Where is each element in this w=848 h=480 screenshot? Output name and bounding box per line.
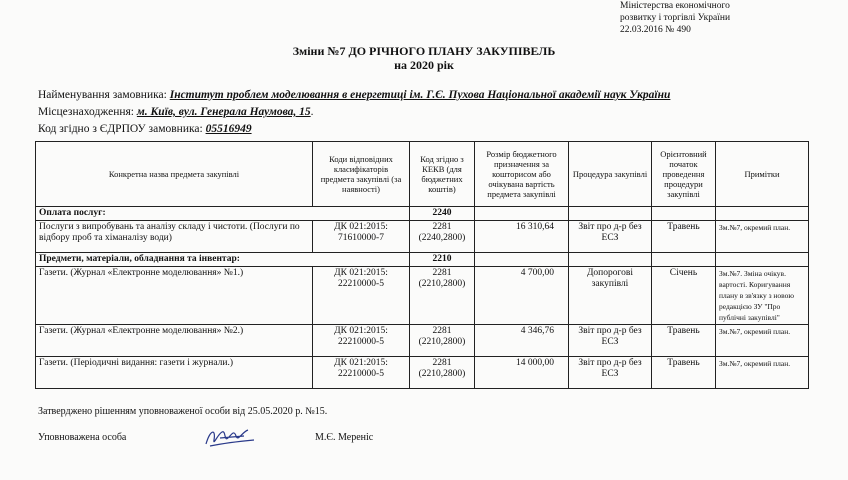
document-title: Зміни №7 ДО РІЧНОГО ПЛАНУ ЗАКУПІВЕЛЬ bbox=[292, 44, 556, 58]
column-header: Коди відповідних класифікаторів предмета закупівлі (за наявності) bbox=[313, 142, 410, 207]
item-amount: 4 700,00 bbox=[475, 267, 569, 325]
item-note: Зм.№7. Зміна очікув. вартості. Коригування плану в зв'язку з новою редакцією ЗУ "Про публічні закупівлі" bbox=[716, 267, 809, 325]
table-row bbox=[36, 221, 809, 253]
table-row bbox=[36, 357, 809, 389]
column-header: Орієнтовний початок проведення процедури закупівлі bbox=[652, 142, 716, 207]
item-procedure: Звіт про д-р без ЕСЗ bbox=[569, 325, 652, 357]
section-row bbox=[36, 253, 809, 267]
item-note: Зм.№7, окремий план. bbox=[716, 357, 809, 389]
section-row bbox=[36, 207, 809, 221]
header-line-1: Міністерства економічного bbox=[620, 1, 730, 11]
column-header: Конкретна назва предмета закупівлі bbox=[36, 142, 313, 207]
location-label: Місцезнаходження: bbox=[38, 106, 134, 118]
column-header: Примітки bbox=[716, 142, 809, 207]
document-subtitle: на 2020 рік bbox=[394, 58, 454, 72]
signer-name: М.Є. Мереніс bbox=[315, 432, 374, 443]
procurement-table bbox=[35, 141, 809, 389]
table-row bbox=[36, 325, 809, 357]
section-name: Оплата послуг: bbox=[36, 207, 410, 221]
column-header: Код згідно з КЕКВ (для бюджетних коштів) bbox=[410, 142, 475, 207]
location-value: м. Київ, вул. Генерала Наумова, 15 bbox=[136, 106, 311, 118]
item-start: Травень bbox=[652, 325, 716, 357]
column-header: Процедура закупівлі bbox=[569, 142, 652, 207]
item-procedure: Звіт про д-р без ЕСЗ bbox=[569, 221, 652, 253]
header-line-2: розвитку і торгівлі України bbox=[620, 13, 731, 23]
item-procedure: Звіт про д-р без ЕСЗ bbox=[569, 357, 652, 389]
approval-header bbox=[620, 0, 820, 36]
item-classifier: ДК 021:2015: 22210000-5 bbox=[313, 267, 410, 325]
item-name: Газети. (Журнал «Електронне моделювання» №2.) bbox=[36, 325, 313, 357]
edrpou-value: 05516949 bbox=[205, 123, 252, 135]
item-start: Травень bbox=[652, 221, 716, 253]
table-header-row bbox=[36, 142, 809, 207]
signature-icon bbox=[200, 424, 260, 452]
item-amount: 14 000,00 bbox=[475, 357, 569, 389]
item-note: Зм.№7, окремий план. bbox=[716, 221, 809, 253]
item-amount: 4 346,76 bbox=[475, 325, 569, 357]
item-start: Січень bbox=[652, 267, 716, 325]
location-tail: . bbox=[310, 106, 314, 118]
customer-value: Інститут проблем моделювання в енергетиці ім. Г.Є. Пухова Національної академії наук України bbox=[169, 89, 671, 101]
section-code: 2240 bbox=[410, 207, 475, 221]
section-name: Предмети, матеріали, обладнання та інвентар: bbox=[36, 253, 410, 267]
item-name: Послуги з випробувань та аналізу складу і чистоти. (Послуги по відбору проб та хіманалізу води) bbox=[36, 221, 313, 253]
approval-text: Затверджено рішенням уповноваженої особи від 25.05.2020 р. №15. bbox=[38, 406, 328, 417]
edrpou-field bbox=[38, 123, 252, 135]
item-name: Газети. (Журнал «Електронне моделювання» №1.) bbox=[36, 267, 313, 325]
column-header: Розмір бюджетного призначення за кошторисом або очікувана вартість предмета закупівлі bbox=[475, 142, 569, 207]
customer-label: Найменування замовника: bbox=[38, 89, 167, 101]
item-procedure: Допорогові закупівлі bbox=[569, 267, 652, 325]
table-row bbox=[36, 267, 809, 325]
item-kekv: 2281 (2210,2800) bbox=[410, 357, 475, 389]
item-name: Газети. (Періодичні видання: газети і журнали.) bbox=[36, 357, 313, 389]
header-line-3: 22.03.2016 № 490 bbox=[620, 25, 691, 35]
item-start: Травень bbox=[652, 357, 716, 389]
section-code: 2210 bbox=[410, 253, 475, 267]
item-classifier: ДК 021:2015: 71610000-7 bbox=[313, 221, 410, 253]
customer-field bbox=[38, 89, 670, 101]
edrpou-label: Код згідно з ЄДРПОУ замовника: bbox=[38, 123, 203, 135]
location-field bbox=[38, 106, 314, 118]
item-kekv: 2281 (2240,2800) bbox=[410, 221, 475, 253]
item-classifier: ДК 021:2015: 22210000-5 bbox=[313, 357, 410, 389]
item-amount: 16 310,64 bbox=[475, 221, 569, 253]
item-classifier: ДК 021:2015: 22210000-5 bbox=[313, 325, 410, 357]
item-kekv: 2281 (2210,2800) bbox=[410, 325, 475, 357]
item-note: Зм.№7, окремий план. bbox=[716, 325, 809, 357]
signer-label: Уповноважена особа bbox=[38, 432, 127, 443]
item-kekv: 2281 (2210,2800) bbox=[410, 267, 475, 325]
